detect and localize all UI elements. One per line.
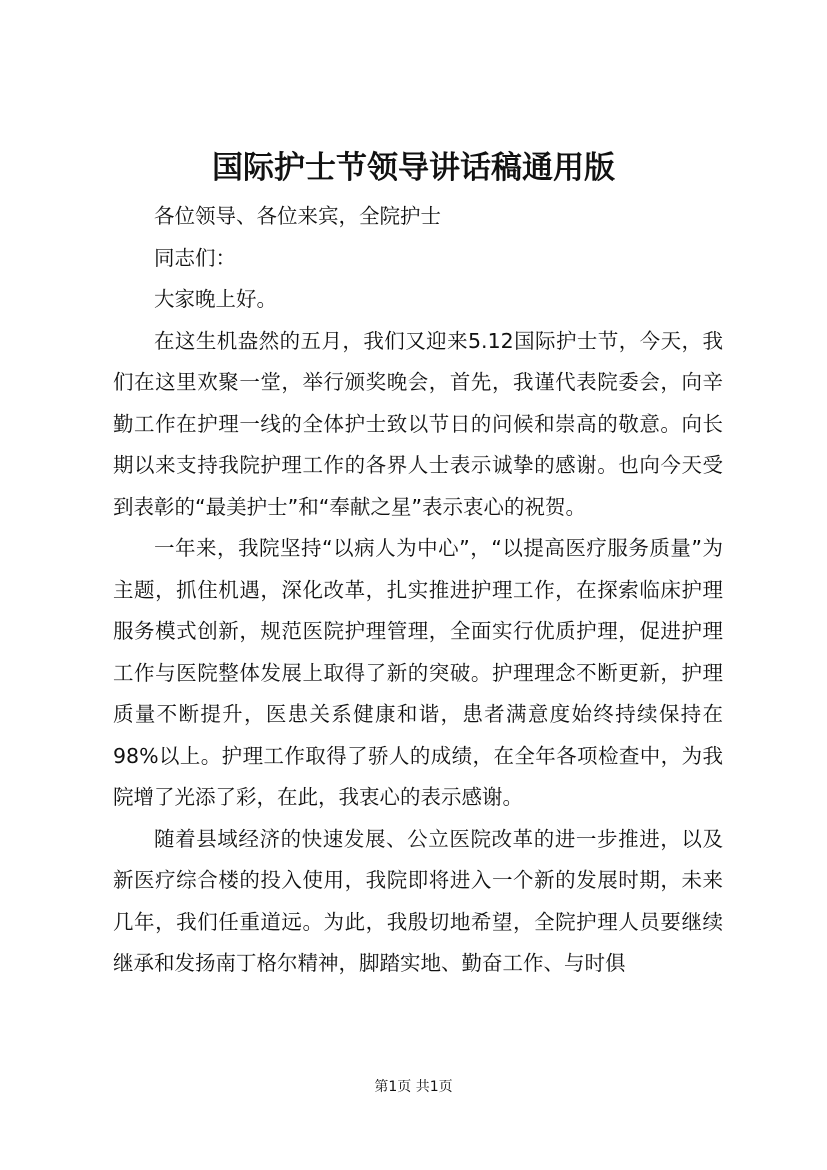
- paragraph-salutation-1: 各位领导、各位来宾，全院护士: [154, 204, 441, 228]
- document-title: 国际护士节领导讲话稿通用版: [212, 150, 615, 186]
- paragraph-opening: 在这生机盎然的五月，我们又迎来5.12国际护士节，今天，我们在这里欢聚一堂，举行颁奖晚会，首先，我谨代表院委会，向辛勤工作在护理一线的全体护士致以节日的问候和崇高的敬意。向长期以来支持我院护理工作的各界人士表示诚挚的感谢。也向今天受到表彰的“最美护士”和“奉献之星”表示衷心的祝贺。: [113, 328, 723, 519]
- document-body: [113, 196, 723, 985]
- paragraph-achievements: 一年来，我院坚持“以病人为中心”，“以提高医疗服务质量”为主题，抓住机遇，深化改革，扎实推进护理工作，在探索临床护理服务模式创新，规范医院护理管理，全面实行优质护理，促进护理工作与医院整体发展上取得了新的突破。护理理念不断更新，护理质量不断提升，医患关系健康和谐，患者满意度始终持续保持在98%以上。护理工作取得了骄人的成绩，在全年各项检查中，为我院增了光添了彩，在此，我衷心的表示感谢。: [113, 536, 723, 809]
- paragraph-salutation-2: 同志们：: [154, 245, 236, 270]
- page-number-footer: 第1页 共1页: [374, 1079, 453, 1095]
- paragraph-greeting: 大家晚上好。: [154, 287, 277, 311]
- paragraph-outlook: 随着县域经济的快速发展、公立医院改革的进一步推进，以及新医疗综合楼的投入使用，我院即将进入一个新的发展时期，未来几年，我们任重道远。为此，我殷切地希望，全院护理人员要继续继承和发扬南丁格尔精神，脚踏实地、勤奋工作、与时俱: [113, 826, 723, 975]
